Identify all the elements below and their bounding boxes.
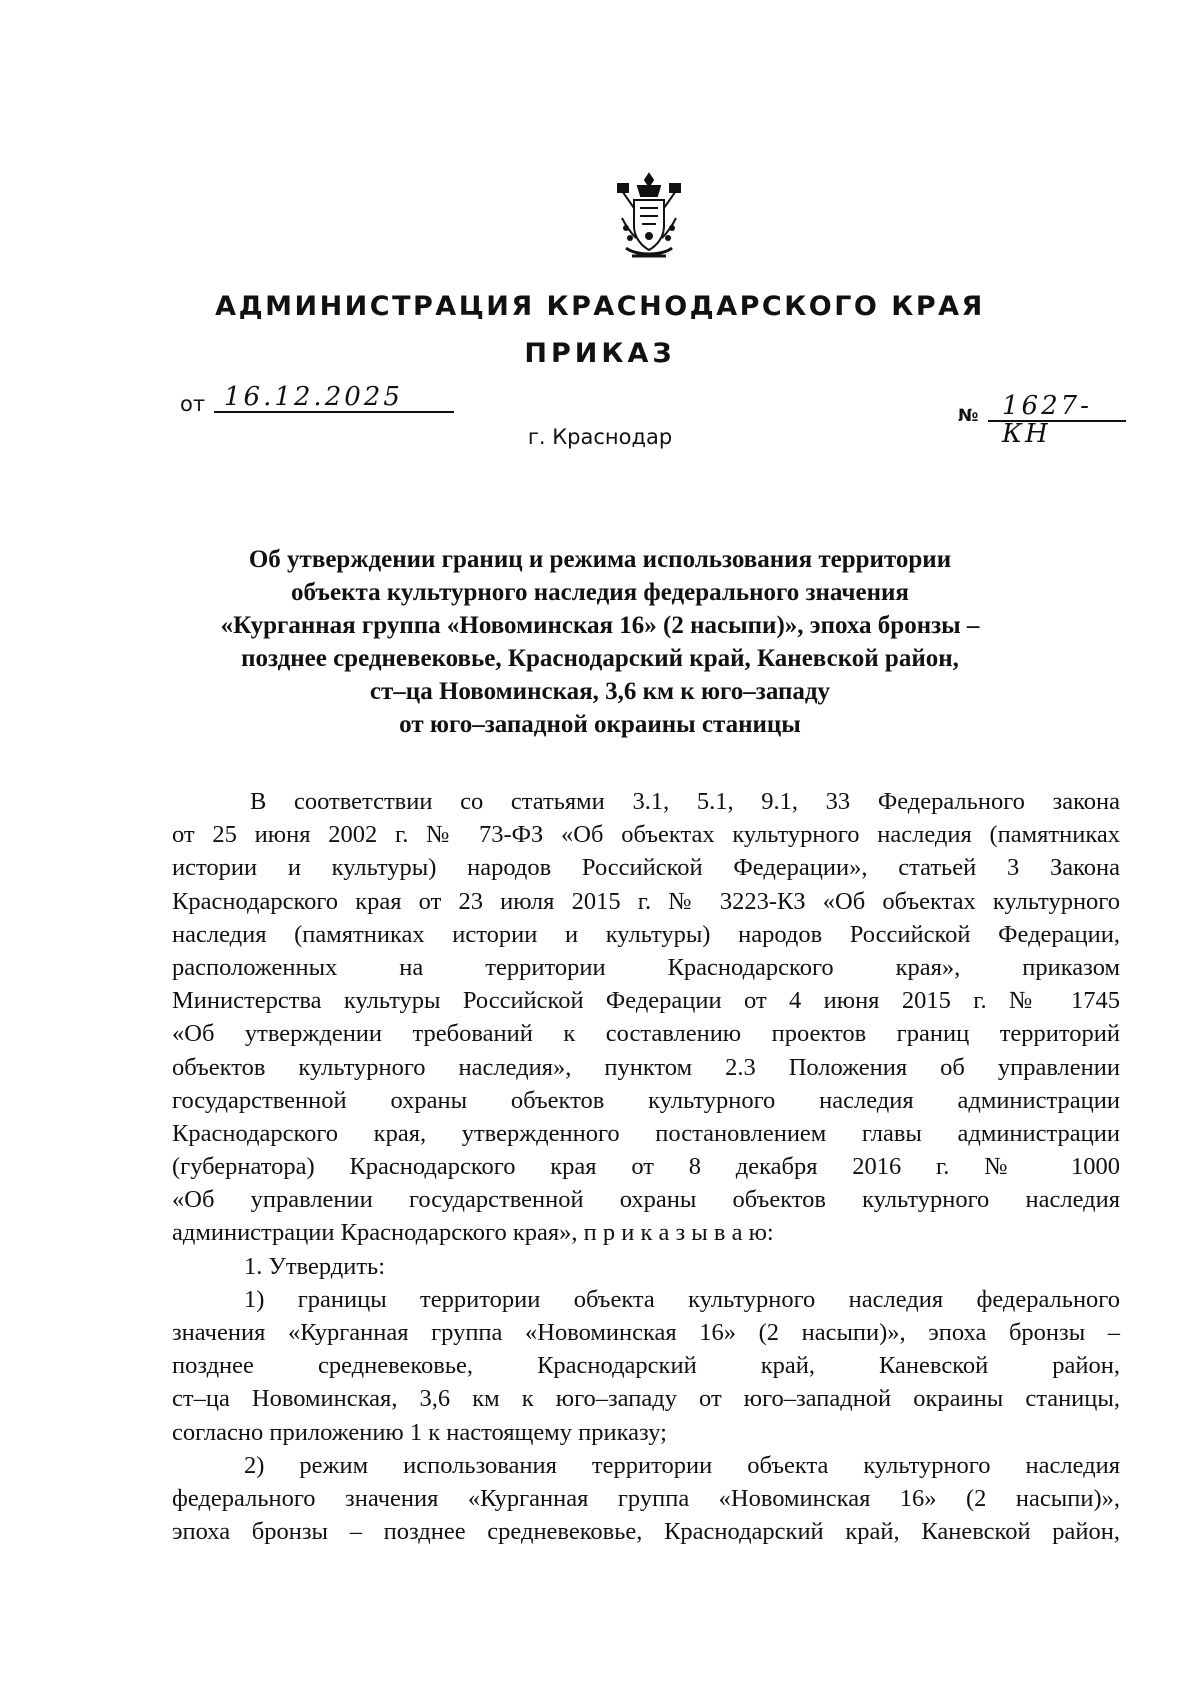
- body-line: 1) границы территории объекта культурного наследия федерального: [244, 1285, 1120, 1313]
- title-line: «Курганная группа «Новоминская 16» (2 насыпи)», эпоха бронзы –: [220, 612, 980, 639]
- document-title: [180, 543, 1020, 741]
- body-line: федерального значения «Курганная группа «Новоминская 16» (2 насыпи)»,: [172, 1484, 1120, 1512]
- title-line: ст–ца Новоминская, 3,6 км к юго–западу: [369, 678, 831, 705]
- body-line: истории и культуры) народов Российской Федерации», статьей 3 Закона: [172, 854, 1120, 882]
- body-line: администрации Краснодарского края», п р и к а з ы в а ю:: [172, 1219, 774, 1247]
- document-type: ПРИКАЗ: [524, 338, 676, 369]
- title-line: объекта культурного наследия федерального значения: [291, 579, 909, 606]
- body-line: расположенных на территории Краснодарского края», приказом: [172, 953, 1120, 981]
- body-line: ст–ца Новоминская, 3,6 км к юго–западу от юго–западной окраины станицы,: [172, 1385, 1120, 1413]
- body-line: значения «Курганная группа «Новоминская 16» (2 насыпи)», эпоха бронзы –: [172, 1319, 1120, 1346]
- body-line: В соответствии со статьями 3.1, 5.1, 9.1, 33 Федерального закона: [250, 788, 1120, 815]
- body-line: «Об утверждении требований к составлению проектов границ территорий: [172, 1020, 1120, 1048]
- body-line: от 25 июня 2002 г. № 73-ФЗ «Об объектах культурного наследия (памятниках: [172, 821, 1120, 849]
- body-line: 2) режим использования территории объекта культурного наследия: [244, 1451, 1120, 1479]
- title-line: позднее средневековье, Краснодарский край, Каневской район,: [241, 645, 959, 672]
- body-line: позднее средневековье, Краснодарский край, Каневской район,: [172, 1352, 1120, 1380]
- city: г. Краснодар: [527, 425, 673, 449]
- body-line: объектов культурного наследия», пунктом 2.3 Положения об управлении: [172, 1053, 1120, 1081]
- body-line: наследия (памятниках истории и культуры) народов Российской Федерации,: [172, 920, 1120, 948]
- number-label: №: [958, 406, 979, 426]
- body-line: Краснодарского края от 23 июля 2015 г. № 3223-КЗ «Об объектах культурного: [172, 887, 1120, 915]
- organization-name: АДМИНИСТРАЦИЯ КРАСНОДАРСКОГО КРАЯ: [215, 291, 985, 322]
- title-line: Об утверждении границ и режима использования территории: [248, 546, 952, 573]
- body-line: 1. Утвердить:: [244, 1252, 386, 1280]
- coat-of-arms-icon: [612, 170, 686, 266]
- body-line: эпоха бронзы – позднее средневековье, Краснодарский край, Каневской район,: [172, 1518, 1120, 1546]
- body-line: государственной охраны объектов культурного наследия администрации: [172, 1086, 1120, 1114]
- body-line: согласно приложению 1 к настоящему приказу;: [172, 1418, 667, 1446]
- order-number: 1627-КН: [988, 392, 1126, 422]
- title-line: от юго–западной окраины станицы: [399, 711, 801, 738]
- date-label: от: [180, 392, 206, 416]
- body-line: Краснодарского края, утвержденного постановлением главы администрации: [172, 1119, 1120, 1147]
- document-body: [172, 785, 1120, 1548]
- body-line: «Об управлении государственной охраны объектов культурного наследия: [172, 1186, 1120, 1214]
- body-line: Министерства культуры Российской Федерации от 4 июня 2015 г. № 1745: [172, 987, 1120, 1015]
- body-line: (губернатора) Краснодарского края от 8 декабря 2016 г. № 1000: [172, 1153, 1120, 1181]
- date-value: 16.12.2025: [214, 383, 454, 413]
